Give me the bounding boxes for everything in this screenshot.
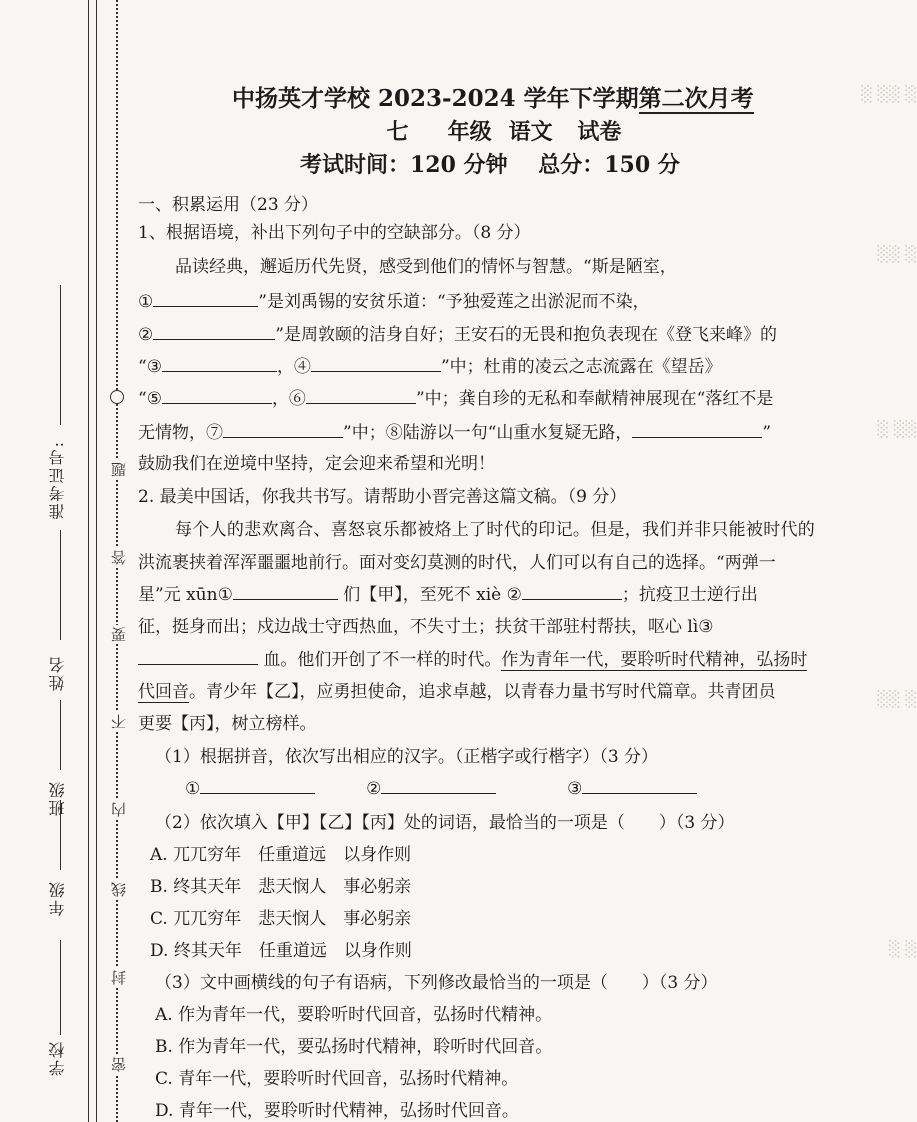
exam-no-field [60,285,61,425]
error-sentence: 作为青年一代，要聆听时代精神，弘扬时 [501,650,808,670]
seal-hole-circle [110,390,124,404]
seal-char: 封 [110,970,128,985]
name-field [60,530,61,640]
pinyin-blank-3[interactable] [138,646,258,665]
sub1-blank-3[interactable] [582,775,697,794]
exam-subtitle [355,115,621,146]
binding-line-inner [96,0,97,1122]
exam-title [232,80,754,113]
q2-line: 每个人的悲欢离合、喜怒哀乐都被烙上了时代的印记。但是，我们并非只能被时代的 [175,520,816,540]
exam-no-label: 准考证号: [48,440,67,520]
title-text: 中扬英才学校 2023-2024 学年下学期 [232,85,639,112]
title-underlined: 第二次月考 [638,85,754,112]
pinyin-blank-2[interactable] [522,581,622,600]
seal-char: 密 [110,1057,128,1072]
bleed-through-text: ░ ░░ [877,420,917,438]
class-label: 班级 [48,780,67,816]
q1-line: ① ”是刘禹锡的安贫乐道：“予独爱莲之出淤泥而不染， [138,287,650,312]
answer-blank-7[interactable] [223,419,343,438]
sub2-option-b[interactable]: B. 终其天年 悲天悯人 事必躬亲 [150,877,412,897]
q1-line: “⑤ ，⑥ ”中；龚自珍的无私和奉献精神展现在“落红不是 [138,384,773,409]
answer-blank-1[interactable] [153,288,258,307]
class-field [60,700,61,770]
school-field [60,940,61,1035]
seal-char: 不 [110,714,128,729]
bleed-through-text: ░ ░░ ░ [861,85,917,103]
answer-blank-3[interactable] [162,353,277,372]
q1-stem: 1、根据语境，补出下列句子中的空缺部分。（8 分） [138,223,531,243]
q1-line: 品读经典，邂逅历代先贤，感受到他们的情怀与智慧。“斯是陋室， [175,257,677,277]
sub3-option-a[interactable]: A. 作为青年一代，要聆听时代回音，弘扬时代精神。 [155,1005,553,1025]
section-heading: 一、积累运用（23 分） [138,195,319,215]
q2-line: 星”元 xūn① 们【甲】，至死不 xiè ② ；抗疫卫士逆行出 [138,580,758,605]
q2-line: 血。他们开创了不一样的时代。作为青年一代，要聆听时代精神，弘扬时 [138,645,807,670]
answer-blank-5[interactable] [162,385,272,404]
sub2-stem: （2）依次填入【甲】【乙】【丙】处的词语，最恰当的一项是（ ）（3 分） [155,813,735,833]
sub1-answers: ① ② ③ [185,775,697,799]
q2-line: 代回音。青少年【乙】，应勇担使命，追求卓越，以青春力量书写时代篇章。共青团员 [138,682,776,702]
answer-blank-4[interactable] [311,353,441,372]
seal-char: 题 [110,462,128,477]
grade-label: 年级 [48,880,67,916]
sub3-stem: （3）文中画横线的句子有语病，下列修改最恰当的一项是（ ）（3 分） [155,973,718,993]
seal-char: 内 [110,802,128,817]
answer-blank-6[interactable] [306,385,416,404]
q2-line: 征，挺身而出；戍边战士守西热血，不失寸土；扶贫干部驻村帮扶，呕心 lì③ [138,617,714,637]
bleed-through-text: ░░ ░ [877,245,917,263]
seal-char: 答 [110,550,128,565]
q2-line: 更要【丙】，树立榜样。 [138,714,317,734]
bleed-through-text: ░░ ░ [877,690,917,708]
subject-value: 语文 [508,119,553,145]
q1-line: 鼓励我们在逆境中坚持，定会迎来希望和光明！ [138,454,495,474]
sub2-option-d[interactable]: D. 终其天年 任重道远 以身作则 [150,941,412,961]
grade-label: 年级 [447,119,492,145]
sub1-blank-1[interactable] [200,775,315,794]
sub3-option-b[interactable]: B. 作为青年一代，要弘扬时代精神，聆听时代回音。 [155,1037,553,1057]
answer-blank-2[interactable] [153,321,275,340]
sub1-stem: （1）根据拼音，依次写出相应的汉字。（正楷字或行楷字）（3 分） [155,747,659,767]
sub2-option-c[interactable]: C. 兀兀穷年 悲天悯人 事必躬亲 [150,909,412,929]
score-label: 总分：150 分 [538,152,680,178]
q2-line: 洪流裹挟着浑浑噩噩地前行。面对变幻莫测的时代，人们可以有自己的选择。“两弹一 [138,553,776,573]
q1-line: 无情物，⑦ ”中；⑧陆游以一句“山重水复疑无路， ” [138,418,771,443]
error-sentence-end: 代回音 [138,682,189,702]
pinyin-blank-1[interactable] [233,581,338,600]
name-label: 姓名 [48,655,67,691]
exam-meta [300,148,680,179]
q1-line: “③ ，④ ”中；杜甫的凌云之志流露在《望岳》 [138,352,722,377]
sub3-option-c[interactable]: C. 青年一代，要聆听时代回音，弘扬时代精神。 [155,1069,519,1089]
grade-value: 七 [386,119,409,145]
sub2-option-a[interactable]: A. 兀兀穷年 任重道远 以身作则 [150,845,412,865]
q2-stem: 2. 最美中国话，你我共书写。请帮助小晋完善这篇文稿。（9 分） [138,487,627,507]
paper-label: 试卷 [577,119,622,145]
seal-char: 要 [110,627,128,642]
q1-line: ② ”是周敦颐的洁身自好；王安石的无畏和抱负表现在《登飞来峰》的 [138,320,777,345]
answer-blank-8[interactable] [632,419,762,438]
sub3-option-d[interactable]: D. 青年一代，要聆听时代精神，弘扬时代回音。 [155,1101,519,1121]
school-label: 学校 [48,1040,67,1076]
seal-char: 线 [110,882,128,897]
sub1-blank-2[interactable] [381,775,496,794]
binding-line-outer [88,0,89,1122]
time-label: 考试时间：120 分钟 [300,152,508,178]
bleed-through-text: ░ ░ [889,940,917,958]
